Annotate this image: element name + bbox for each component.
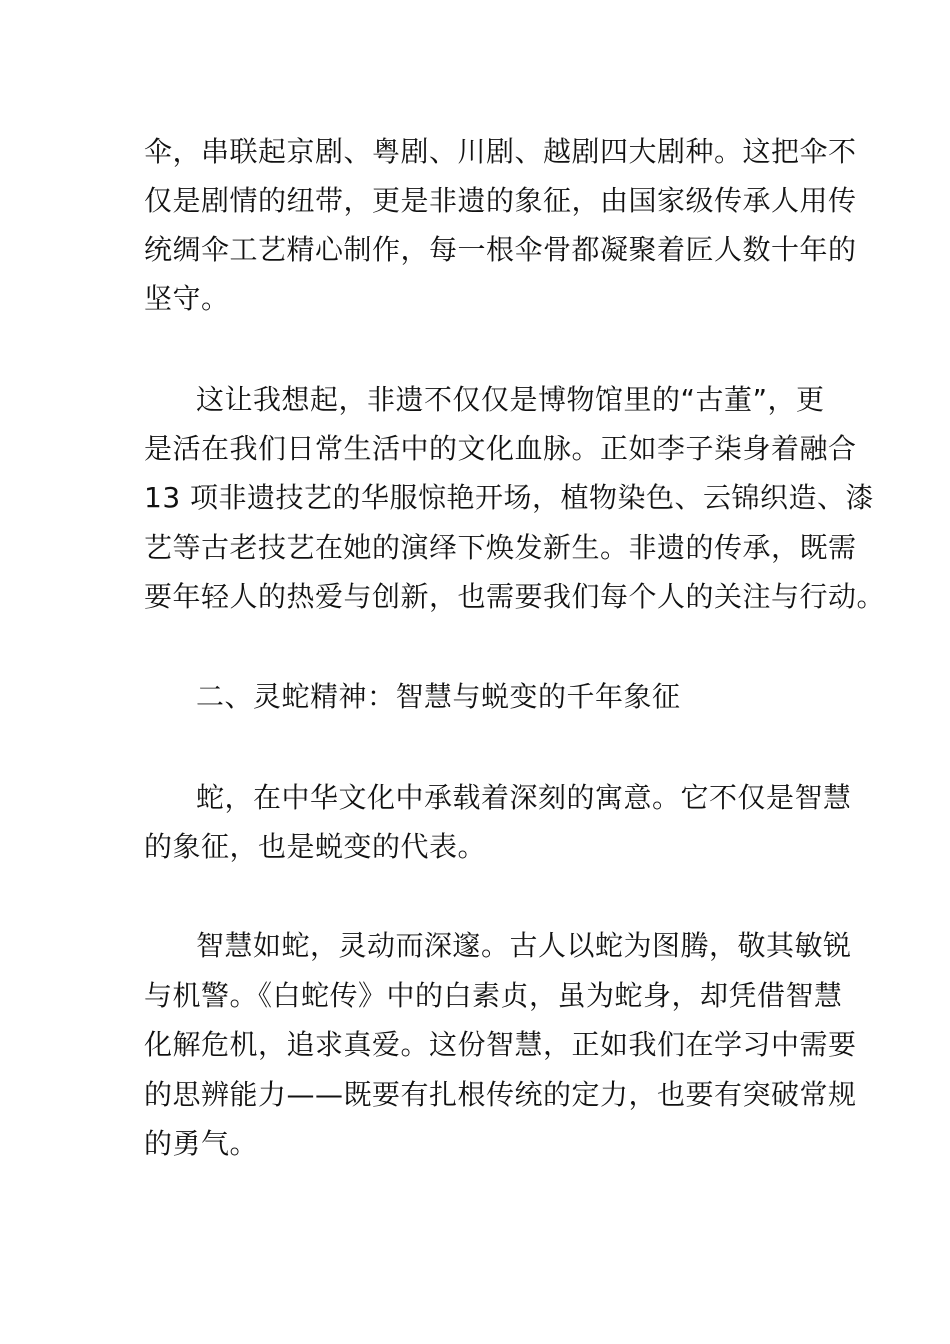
paragraph-1-line-2: 仅是剧情的纽带，更是非遗的象征，由国家级传承人用传: [144, 184, 857, 217]
paragraph-4-line-1: 智慧如蛇，灵动而深邃。古人以蛇为图腾，敬其敏锐: [196, 929, 852, 962]
paragraph-4-line-2: 与机警。《白蛇传》中的白素贞，虽为蛇身，却凭借智慧: [144, 979, 843, 1012]
paragraph-2-line-2: 是活在我们日常生活中的文化血脉。正如李子柒身着融合: [144, 432, 857, 465]
paragraph-2-line-5: 要年轻人的热爱与创新，也需要我们每个人的关注与行动。: [144, 580, 886, 613]
paragraph-2-line-3: 13 项非遗技艺的华服惊艳开场，植物染色、云锦织造、漆: [144, 481, 875, 514]
paragraph-1-line-4: 坚守。: [144, 282, 230, 315]
paragraph-4-line-5: 的勇气。: [144, 1127, 259, 1160]
section-heading: 二、灵蛇精神：智慧与蜕变的千年象征: [196, 680, 681, 713]
paragraph-3-line-1: 蛇，在中华文化中承载着深刻的寓意。它不仅是智慧: [196, 781, 852, 814]
paragraph-1-line-1: 伞，串联起京剧、粤剧、川剧、越剧四大剧种。这把伞不: [144, 135, 857, 168]
paragraph-2-line-4: 艺等古老技艺在她的演绎下焕发新生。非遗的传承，既需: [144, 531, 857, 564]
paragraph-2-line-1: 这让我想起，非遗不仅仅是博物馆里的“古董”，更: [196, 383, 825, 416]
paragraph-4-line-3: 化解危机，追求真爱。这份智慧，正如我们在学习中需要: [144, 1028, 857, 1061]
paragraph-1-line-3: 统绸伞工艺精心制作，每一根伞骨都凝聚着匠人数十年的: [144, 233, 857, 266]
paragraph-4-line-4: 的思辨能力——既要有扎根传统的定力，也要有突破常规: [144, 1078, 857, 1111]
paragraph-3-line-2: 的象征，也是蜕变的代表。: [144, 830, 487, 863]
